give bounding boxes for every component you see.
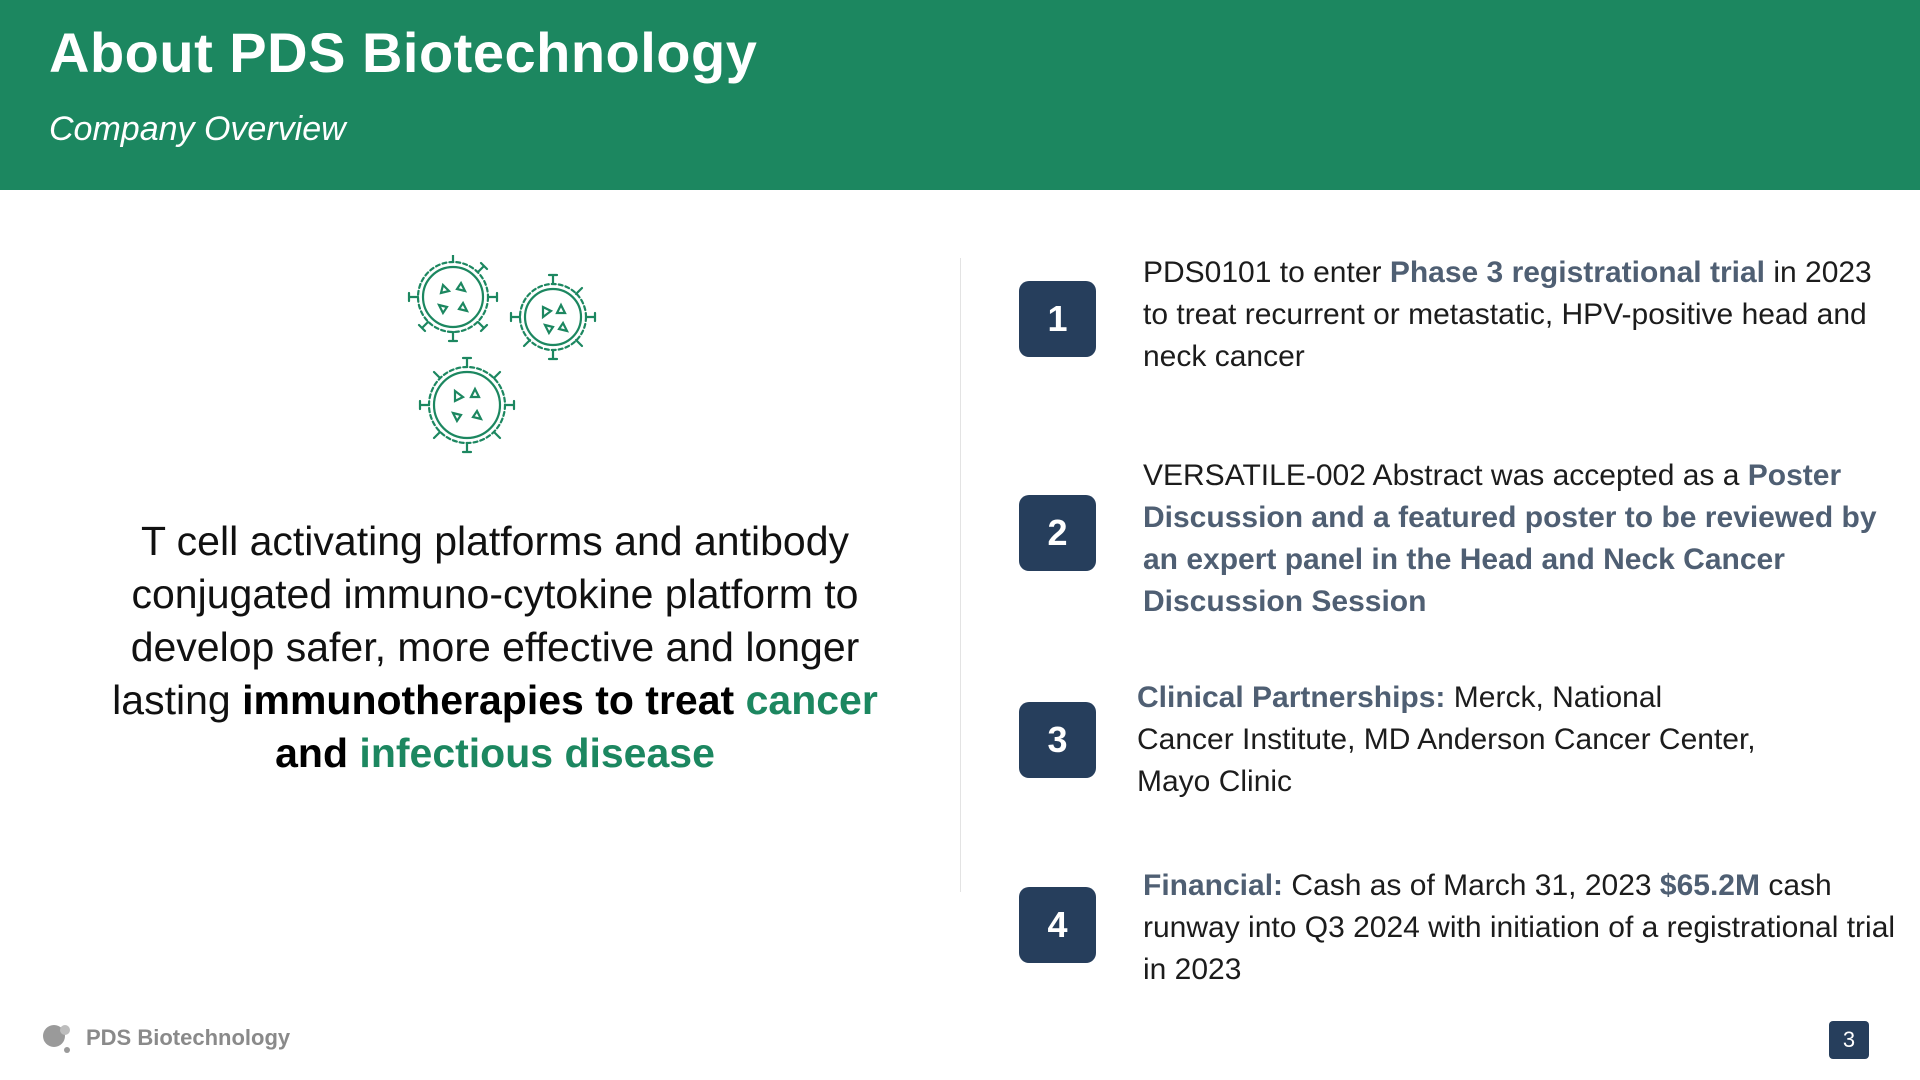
page-title: About PDS Biotechnology bbox=[49, 21, 758, 84]
item-text-post: Cash as of March 31, 2023 bbox=[1283, 869, 1660, 902]
item-text bbox=[1143, 455, 1903, 623]
column-divider bbox=[960, 258, 961, 892]
item-text-post: Merck, National Cancer Institute, MD Anderson Cancer Center, Mayo Clinic bbox=[1137, 681, 1756, 798]
company-logo-text: PDS Biotechnology bbox=[86, 1025, 291, 1050]
item-text-highlight: Financial: bbox=[1143, 869, 1284, 902]
item-number-badge: 1 bbox=[1019, 281, 1096, 357]
footer-logo bbox=[40, 1020, 290, 1056]
header-banner bbox=[0, 0, 1920, 190]
mission-accent-infectious: infectious disease bbox=[359, 730, 715, 776]
item-text-highlight-amount: $65.2M bbox=[1659, 869, 1760, 902]
page-number: 3 bbox=[1829, 1021, 1869, 1059]
virus-cell-icon bbox=[511, 275, 595, 359]
mission-text: T cell activating platforms and antibody conjugated immuno-cytokine platform to develop safer, more effective and longer lasting bbox=[112, 518, 860, 723]
virus-cell-icon bbox=[420, 358, 514, 452]
item-text-highlight: Clinical Partnerships: bbox=[1137, 681, 1446, 714]
page-subtitle: Company Overview bbox=[49, 110, 346, 148]
mission-statement bbox=[100, 515, 890, 780]
item-number-badge: 2 bbox=[1019, 495, 1096, 571]
mission-emphasis-and: and bbox=[275, 730, 349, 776]
company-logo-icon bbox=[40, 1021, 74, 1055]
item-text-post2: cash runway into Q3 2024 with initiation of a registrational trial in 2023 bbox=[1143, 869, 1896, 986]
mission-accent-cancer: cancer bbox=[745, 677, 878, 723]
item-text-pre: PDS0101 to enter bbox=[1143, 256, 1390, 289]
virus-cell-icon bbox=[409, 255, 497, 341]
item-text-pre: VERSATILE-002 Abstract was accepted as a bbox=[1143, 459, 1748, 492]
item-text bbox=[1143, 252, 1903, 378]
item-text-highlight: Poster Discussion and a featured poster to be reviewed by an expert panel in the Head and Neck Cancer Discussion Session bbox=[1143, 459, 1877, 618]
item-text-post: in 2023 to treat recurrent or metastatic, HPV-positive head and neck cancer bbox=[1143, 256, 1872, 373]
item-text bbox=[1143, 865, 1903, 991]
item-number-badge: 3 bbox=[1019, 702, 1096, 778]
item-text bbox=[1137, 677, 1757, 803]
virus-cells-illustration bbox=[405, 255, 605, 465]
mission-emphasis: immunotherapies to treat bbox=[242, 677, 735, 723]
item-number-badge: 4 bbox=[1019, 887, 1096, 963]
item-text-highlight: Phase 3 registrational trial bbox=[1389, 256, 1765, 289]
